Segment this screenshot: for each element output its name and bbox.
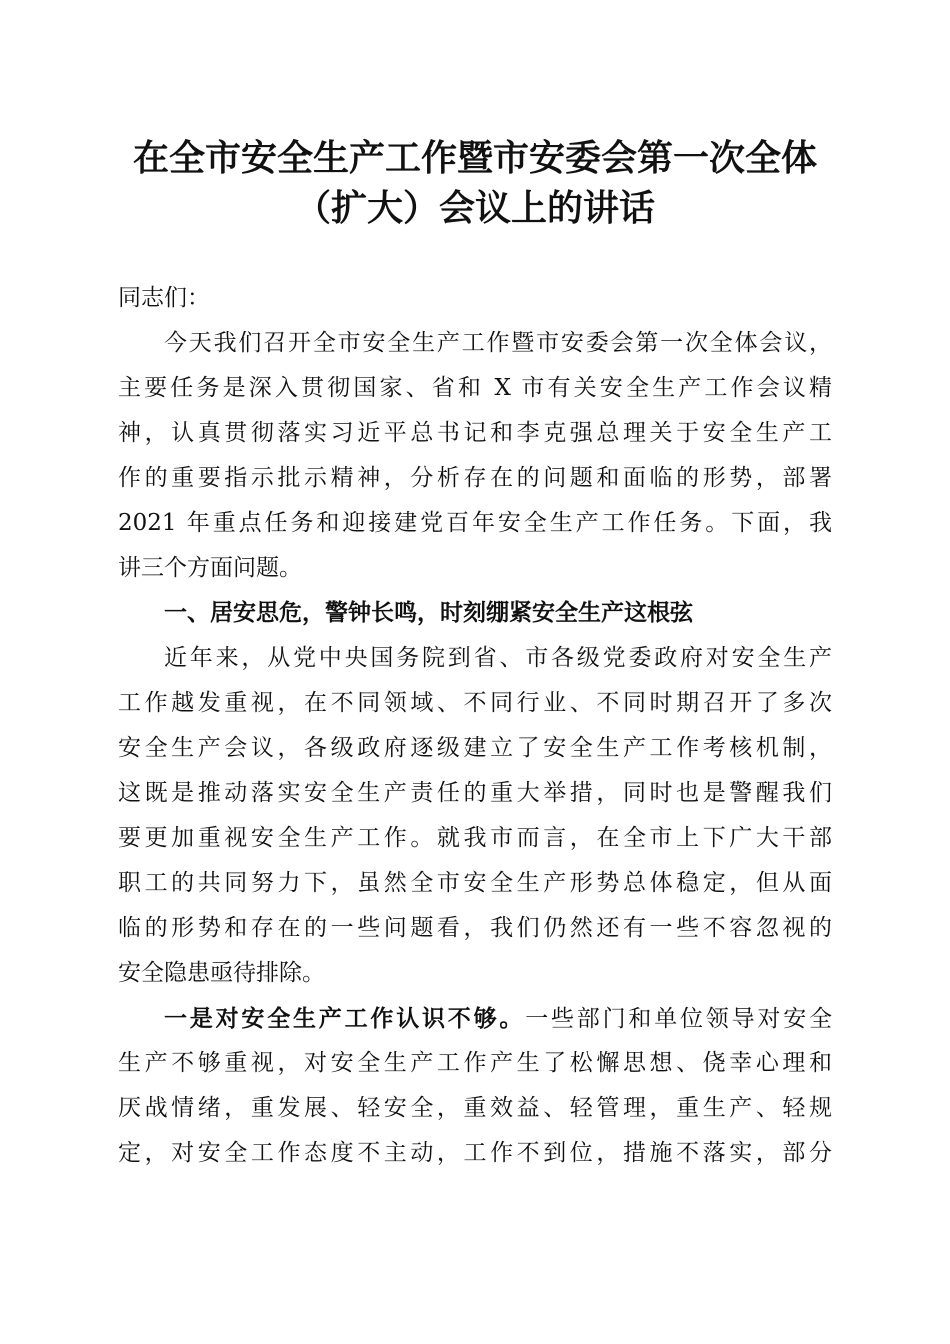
paragraph-3-line-2: 生产不够重视，对安全生产工作产生了松懈思想、侥幸心理和 bbox=[118, 1050, 832, 1076]
section-1-heading: 一、居安思危，警钟长鸣，时刻绷紧安全生产这根弦 bbox=[164, 600, 693, 626]
paragraph-3-line-3: 厌战情绪，重发展、轻安全，重效益、轻管理，重生产、轻规 bbox=[118, 1095, 832, 1121]
document-title-line-2: （扩大）会议上的讲话 bbox=[294, 187, 655, 229]
paragraph-1-line-4: 作的重要指示批示精神，分析存在的问题和面临的形势，部署 bbox=[118, 465, 832, 491]
paragraph-3-line-1 bbox=[118, 996, 832, 1041]
paragraph-1-line-1: 今天我们召开全市安全生产工作暨市安委会第一次全体会议， bbox=[164, 330, 832, 356]
paragraph-2-line-8: 安全隐患亟待排除。 bbox=[118, 960, 325, 986]
paragraph-2-line-6: 职工的共同努力下，虽然全市安全生产形势总体稳定，但从面 bbox=[118, 870, 832, 896]
paragraph-2-line-7: 临的形势和存在的一些问题看，我们仍然还有一些不容忽视的 bbox=[118, 915, 832, 941]
paragraph-1-line-3: 神，认真贯彻落实习近平总书记和李克强总理关于安全生产工 bbox=[118, 420, 832, 446]
paragraph-2-line-5: 要更加重视安全生产工作。就我市而言，在全市上下广大干部 bbox=[118, 825, 832, 851]
paragraph-2-line-1: 近年来，从党中央国务院到省、市各级党委政府对安全生产 bbox=[164, 645, 832, 671]
paragraph-3-line-4: 定，对安全工作态度不主动，工作不到位，措施不落实，部分 bbox=[118, 1140, 832, 1166]
paragraph-3-lead: 一是对安全生产工作认识不够。 bbox=[164, 1005, 526, 1032]
paragraph-1-line-5: 2021 年重点任务和迎接建党百年安全生产工作任务。下面，我 bbox=[118, 510, 832, 536]
document-body bbox=[118, 276, 832, 1176]
paragraph-2-line-4: 这既是推动落实安全生产责任的重大举措，同时也是警醒我们 bbox=[118, 780, 832, 806]
paragraph-2-line-3: 安全生产会议，各级政府逐级建立了安全生产工作考核机制， bbox=[118, 735, 832, 761]
salutation: 同志们： bbox=[118, 285, 210, 311]
paragraph-3-line-1-rest: 一些部门和单位领导对安全 bbox=[525, 1006, 833, 1032]
paragraph-1-line-2: 主要任务是深入贯彻国家、省和 X 市有关安全生产工作会议精 bbox=[118, 375, 832, 401]
paragraph-2-line-2: 工作越发重视，在不同领域、不同行业、不同时期召开了多次 bbox=[118, 690, 832, 716]
document-title-line-1: 在全市安全生产工作暨市安委会第一次全体 bbox=[132, 137, 817, 179]
paragraph-1-line-6: 讲三个方面问题。 bbox=[118, 555, 302, 581]
